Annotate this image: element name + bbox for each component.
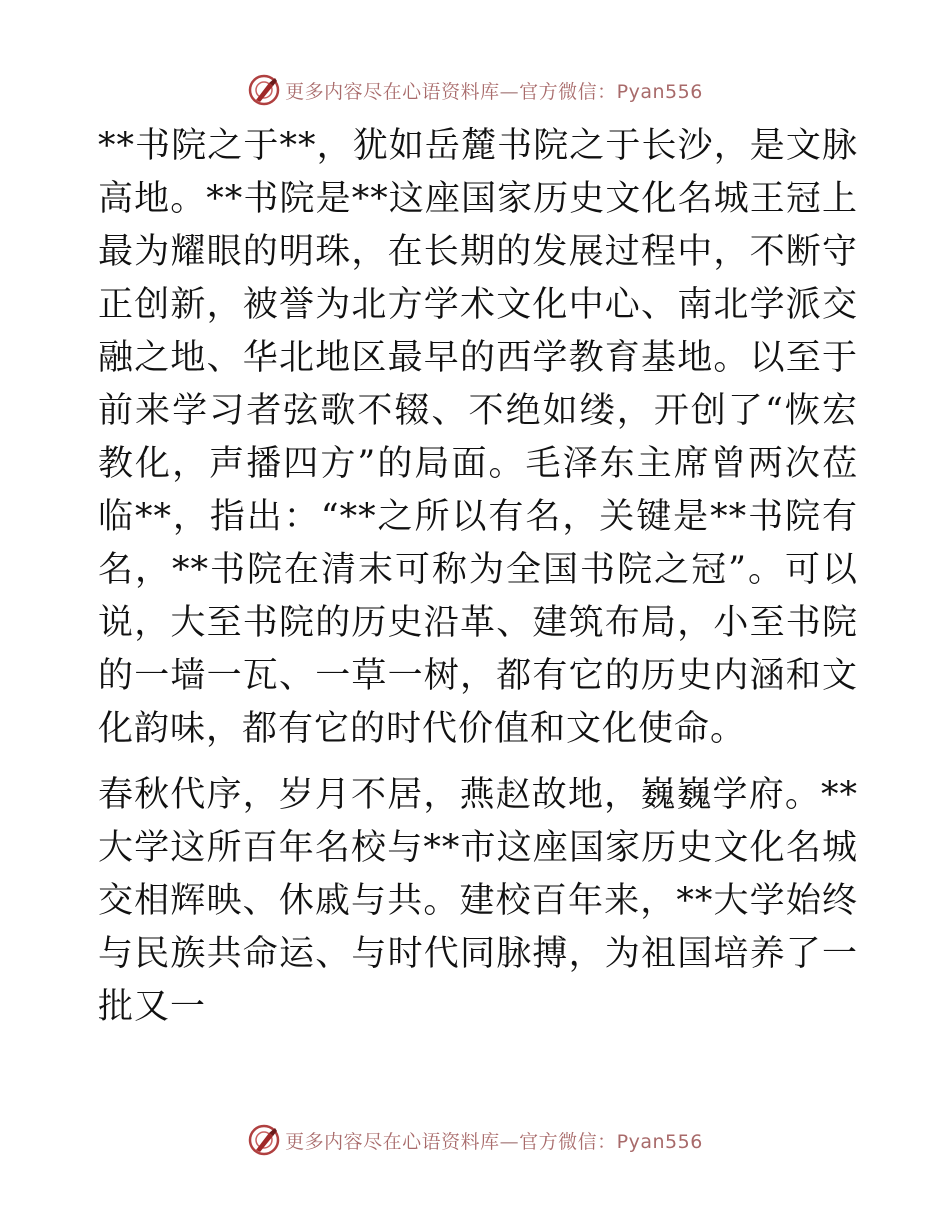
pen-nib-logo-icon — [247, 1123, 281, 1157]
footer-watermark-banner — [0, 1120, 950, 1160]
banner-text: 更多内容尽在心语资料库—官方微信：Pyan556 — [285, 1130, 703, 1153]
paragraph-1: **书院之于**，犹如岳麓书院之于长沙，是文脉高地。**书院是**这座国家历史文化名城王冠上最为耀眼的明珠，在长期的发展过程中，不断守正创新，被誉为北方学术文化中心、南北学派交融之地、华北地区最早的西学教育基地。以至于前来学习者弦歌不辍、不绝如缕，开创了“恢宏教化，声播四方”的局面。毛泽东主席曾两次莅临**，指出：“**之所以有名，关键是**书院有名，**书院在清末可称为全国书院之冠”。可以说，大至书院的历史沿革、建筑布局，小至书院的一墙一瓦、一草一树，都有它的历史内涵和文化韵味，都有它的时代价值和文化使命。 — [98, 126, 858, 749]
header-watermark-banner — [0, 70, 950, 110]
paragraph-2: 春秋代序，岁月不居，燕赵故地，巍巍学府。**大学这所百年名校与**市这座国家历史文化名城交相辉映、休戚与共。建校百年来，**大学始终与民族共命运、与时代同脉搏，为祖国培养了一批又一 — [98, 775, 858, 1027]
banner-text: 更多内容尽在心语资料库—官方微信：Pyan556 — [285, 80, 703, 103]
pen-nib-logo-icon — [247, 73, 281, 107]
document-body — [98, 120, 858, 1034]
